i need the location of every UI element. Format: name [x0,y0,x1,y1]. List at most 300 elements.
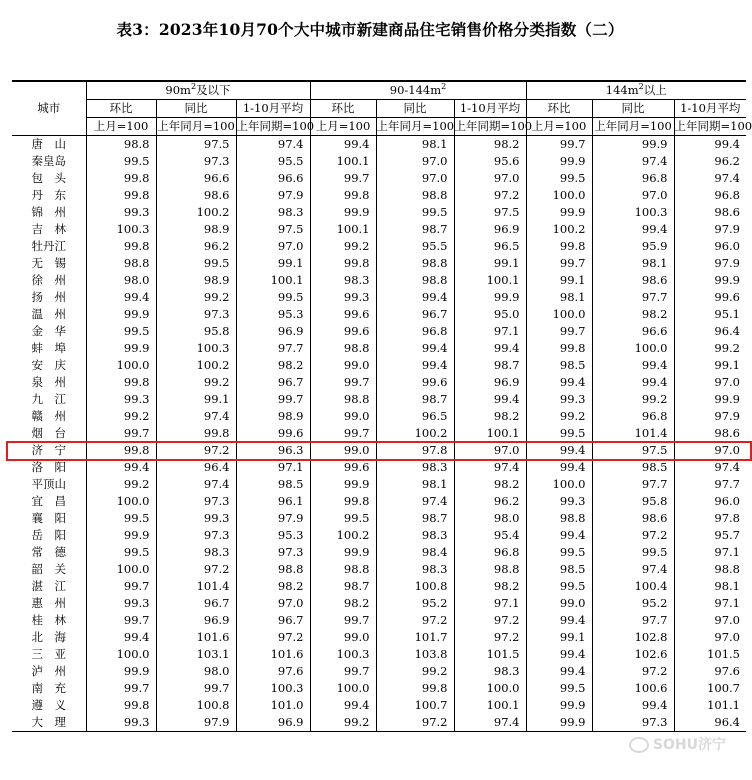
city-name: 常 德 [31,545,66,559]
index-value: 99.7 [310,425,376,442]
city-name: 烟 台 [31,426,66,440]
base-header: 上年同月=100 [156,118,236,136]
index-value: 100.0 [86,646,156,663]
wechat-icon [629,737,649,753]
table-row [12,527,746,544]
index-value: 99.5 [86,510,156,527]
city-name: 吉 林 [31,222,66,236]
index-value: 98.8 [376,255,454,272]
index-value: 99.4 [376,289,454,306]
index-value: 99.8 [86,697,156,714]
index-value: 99.8 [310,187,376,204]
index-value: 99.4 [86,629,156,646]
index-value: 100.3 [310,646,376,663]
sub-header: 1-10月平均 [454,100,526,118]
index-value: 99.5 [86,544,156,561]
index-value: 96.8 [592,170,674,187]
index-value: 97.2 [454,612,526,629]
index-value: 97.4 [592,153,674,170]
index-value: 99.8 [310,255,376,272]
city-name: 安 庆 [31,358,66,372]
index-value: 101.1 [674,697,746,714]
index-value: 100.1 [454,272,526,289]
group-header-large: $144m^2$以上 [526,81,746,100]
index-value: 99.7 [86,578,156,595]
index-value: 98.2 [454,136,526,154]
index-value: 99.5 [526,680,592,697]
index-value: 97.3 [156,306,236,323]
index-value: 100.0 [526,476,592,493]
index-value: 99.5 [526,544,592,561]
index-value: 98.6 [156,187,236,204]
index-value: 98.8 [376,272,454,289]
sub-header: 同比 [156,100,236,118]
index-value: 99.0 [310,357,376,374]
index-value: 100.0 [526,187,592,204]
index-value: 99.9 [592,136,674,154]
index-value: 99.2 [156,289,236,306]
index-value: 99.0 [310,442,376,459]
index-value: 97.0 [454,442,526,459]
index-value: 96.1 [236,493,310,510]
index-value: 99.4 [526,612,592,629]
index-value: 97.8 [376,442,454,459]
index-value: 98.7 [376,391,454,408]
index-value: 99.4 [454,340,526,357]
index-value: 95.5 [236,153,310,170]
index-value: 99.4 [454,391,526,408]
index-value: 99.5 [310,510,376,527]
index-value: 97.1 [674,595,746,612]
index-value: 98.8 [310,391,376,408]
index-value: 99.2 [592,391,674,408]
index-value: 99.2 [156,374,236,391]
base-header: 上月=100 [86,118,156,136]
table-row [12,153,746,170]
table-row [12,272,746,289]
index-value: 98.1 [376,136,454,154]
index-value: 95.5 [376,238,454,255]
index-value: 98.8 [86,255,156,272]
base-header: 上年同月=100 [592,118,674,136]
index-value: 95.2 [592,595,674,612]
index-value: 99.0 [310,408,376,425]
index-value: 99.7 [86,425,156,442]
index-value: 99.4 [86,289,156,306]
index-value: 99.0 [526,595,592,612]
index-value: 100.0 [454,680,526,697]
index-value: 98.2 [454,476,526,493]
index-value: 98.3 [376,459,454,476]
index-value: 96.6 [156,170,236,187]
index-value: 99.6 [310,323,376,340]
index-value: 99.7 [526,136,592,154]
index-value: 100.8 [376,578,454,595]
index-value: 99.1 [526,629,592,646]
index-value: 97.8 [674,510,746,527]
index-value: 97.4 [592,561,674,578]
table-row [12,544,746,561]
index-value: 99.1 [526,272,592,289]
index-value: 97.1 [236,459,310,476]
index-value: 99.4 [86,459,156,476]
table-title: 表3：2023年10月70个大中城市新建商品住宅销售价格分类指数（二） [116,20,624,39]
index-value: 96.9 [236,714,310,732]
index-value: 99.6 [310,459,376,476]
index-value: 99.9 [86,340,156,357]
index-value: 99.8 [86,170,156,187]
index-value: 98.0 [156,663,236,680]
index-value: 99.7 [526,323,592,340]
group-header-medium: $90-144m^2$ [310,81,526,100]
index-value: 98.2 [310,595,376,612]
city-name: 惠 州 [31,596,66,610]
index-value: 97.4 [156,408,236,425]
index-value: 99.3 [86,595,156,612]
index-value: 99.8 [86,187,156,204]
table-row [12,238,746,255]
index-value: 99.9 [526,204,592,221]
index-value: 97.5 [156,136,236,154]
table-row [12,493,746,510]
watermark: SOHU济宁 [629,734,726,754]
index-value: 100.0 [592,340,674,357]
index-value: 98.7 [310,578,376,595]
index-value: 97.2 [454,187,526,204]
index-value: 98.7 [376,510,454,527]
index-value: 101.4 [156,578,236,595]
index-value: 100.0 [526,306,592,323]
index-value: 96.9 [454,221,526,238]
table-row [12,221,746,238]
city-name: 赣 州 [31,409,66,423]
city-name: 济 宁 [31,443,66,457]
index-value: 96.2 [674,153,746,170]
index-value: 97.0 [674,629,746,646]
city-name: 徐 州 [31,273,66,287]
index-value: 100.3 [236,680,310,697]
index-value: 97.0 [236,238,310,255]
index-value: 99.3 [86,391,156,408]
index-value: 100.1 [236,272,310,289]
index-value: 97.3 [156,493,236,510]
index-value: 98.8 [376,187,454,204]
index-value: 99.1 [454,255,526,272]
table-row [12,170,746,187]
index-value: 99.1 [674,357,746,374]
index-value: 101.6 [236,646,310,663]
index-value: 99.4 [376,357,454,374]
city-name: 襄 阳 [31,511,66,525]
table-row [12,561,746,578]
index-value: 98.9 [236,408,310,425]
city-name: 宜 昌 [31,494,66,508]
index-value: 97.6 [674,663,746,680]
sub-header: 同比 [592,100,674,118]
index-value: 99.2 [526,408,592,425]
index-value: 99.5 [236,289,310,306]
index-value: 100.2 [310,527,376,544]
index-value: 99.6 [674,289,746,306]
city-name: 锦 州 [31,205,66,219]
index-value: 99.5 [526,578,592,595]
index-value: 97.7 [592,476,674,493]
index-value: 97.4 [454,459,526,476]
index-value: 98.3 [156,544,236,561]
city-name: 泸 州 [31,664,66,678]
table-row [12,595,746,612]
index-value: 97.2 [156,561,236,578]
city-name: 包 头 [31,171,66,185]
index-value: 98.0 [86,272,156,289]
index-value: 98.2 [236,578,310,595]
index-value: 100.7 [674,680,746,697]
index-value: 97.4 [156,476,236,493]
index-value: 99.7 [156,680,236,697]
index-value: 100.3 [156,340,236,357]
index-value: 97.4 [674,170,746,187]
index-value: 99.8 [86,238,156,255]
index-value: 99.2 [674,340,746,357]
index-value: 96.4 [674,323,746,340]
index-value: 97.7 [592,612,674,629]
city-name: 北 海 [31,630,66,644]
index-value: 98.8 [236,561,310,578]
index-value: 99.5 [86,323,156,340]
table-row [12,459,746,476]
index-value: 96.3 [236,442,310,459]
base-header: 上年同期=100 [674,118,746,136]
index-value: 97.3 [156,527,236,544]
index-value: 98.1 [376,476,454,493]
index-value: 99.3 [310,289,376,306]
index-value: 100.3 [592,204,674,221]
city-name: 牡丹江 [31,239,66,253]
index-value: 99.9 [86,527,156,544]
index-value: 95.9 [592,238,674,255]
city-name: 金 华 [31,324,66,338]
sub-header: 同比 [376,100,454,118]
index-value: 97.4 [454,714,526,732]
base-header: 上年同期=100 [454,118,526,136]
index-value: 97.0 [674,374,746,391]
sub-header: 1-10月平均 [236,100,310,118]
table-row [12,357,746,374]
table-row [12,680,746,697]
index-value: 100.7 [376,697,454,714]
index-value: 99.2 [310,714,376,732]
table-row [12,391,746,408]
index-value: 96.9 [236,323,310,340]
index-value: 99.1 [156,391,236,408]
index-value: 98.2 [592,306,674,323]
index-value: 96.8 [592,408,674,425]
index-value: 98.8 [526,510,592,527]
index-value: 97.5 [592,442,674,459]
index-value: 96.8 [454,544,526,561]
city-name: 无 锡 [31,256,66,270]
index-value: 97.2 [592,663,674,680]
index-value: 98.6 [592,510,674,527]
index-value: 99.8 [376,680,454,697]
index-value: 100.4 [592,578,674,595]
index-value: 99.4 [592,221,674,238]
index-value: 101.6 [156,629,236,646]
index-value: 99.5 [156,255,236,272]
index-value: 99.9 [310,476,376,493]
index-value: 99.4 [526,663,592,680]
index-value: 99.9 [526,714,592,732]
table-row [12,612,746,629]
index-value: 97.4 [674,459,746,476]
index-value: 97.7 [236,340,310,357]
index-value: 99.3 [86,204,156,221]
index-value: 99.5 [526,425,592,442]
index-value: 95.4 [454,527,526,544]
table-row [12,510,746,527]
index-value: 98.5 [526,561,592,578]
index-value: 100.1 [454,697,526,714]
index-value: 99.6 [310,306,376,323]
index-value: 99.5 [592,544,674,561]
index-value: 95.3 [236,527,310,544]
index-value: 99.7 [310,612,376,629]
index-value: 97.3 [156,153,236,170]
table-row [12,323,746,340]
index-value: 96.8 [674,187,746,204]
index-value: 97.0 [592,187,674,204]
index-value: 99.3 [526,391,592,408]
index-value: 99.8 [526,340,592,357]
city-name: 湛 江 [31,579,66,593]
index-value: 98.3 [376,561,454,578]
index-value: 98.8 [674,561,746,578]
index-value: 98.1 [592,255,674,272]
index-value: 97.2 [454,629,526,646]
index-value: 97.9 [674,221,746,238]
index-value: 98.3 [310,272,376,289]
table-row [12,374,746,391]
index-value: 101.4 [592,425,674,442]
index-value: 96.5 [376,408,454,425]
index-value: 99.4 [526,527,592,544]
table-row [12,187,746,204]
table-row [12,646,746,663]
index-value: 95.6 [454,153,526,170]
index-value: 98.7 [376,221,454,238]
index-value: 96.7 [236,374,310,391]
index-value: 99.8 [526,238,592,255]
index-value: 98.6 [674,204,746,221]
index-value: 99.9 [310,204,376,221]
table-row [12,306,746,323]
index-value: 96.7 [376,306,454,323]
index-value: 97.2 [592,527,674,544]
city-name: 蚌 埠 [31,341,66,355]
index-value: 95.2 [376,595,454,612]
index-value: 96.7 [236,612,310,629]
index-value: 98.8 [310,340,376,357]
index-value: 99.2 [86,408,156,425]
index-value: 100.2 [376,425,454,442]
index-value: 96.4 [156,459,236,476]
index-value: 100.0 [86,493,156,510]
index-value: 103.1 [156,646,236,663]
index-value: 99.9 [86,663,156,680]
index-value: 99.9 [454,289,526,306]
index-value: 96.8 [376,323,454,340]
index-value: 98.5 [526,357,592,374]
index-value: 98.2 [454,408,526,425]
city-name: 遵 义 [31,698,66,712]
index-value: 99.4 [526,459,592,476]
index-value: 98.1 [674,578,746,595]
index-value: 99.4 [310,697,376,714]
index-value: 99.7 [526,255,592,272]
index-value: 97.0 [376,153,454,170]
index-value: 99.9 [674,272,746,289]
index-value: 100.1 [310,153,376,170]
index-value: 96.2 [156,238,236,255]
index-value: 99.9 [674,391,746,408]
index-value: 100.0 [86,561,156,578]
sub-header: 环比 [526,100,592,118]
index-value: 101.0 [236,697,310,714]
index-value: 97.3 [236,544,310,561]
index-value: 103.8 [376,646,454,663]
index-value: 97.7 [674,476,746,493]
table-row [12,629,746,646]
index-value: 98.5 [236,476,310,493]
index-value: 95.7 [674,527,746,544]
table-row [12,714,746,732]
index-value: 97.1 [674,544,746,561]
city-name: 洛 阳 [31,460,66,474]
index-value: 96.7 [156,595,236,612]
index-value: 96.9 [156,612,236,629]
index-value: 100.0 [310,680,376,697]
sub-header: 环比 [86,100,156,118]
table-row [12,476,746,493]
index-value: 96.9 [454,374,526,391]
index-value: 97.4 [376,493,454,510]
index-value: 97.0 [674,442,746,459]
index-value: 99.6 [376,374,454,391]
index-value: 97.3 [592,714,674,732]
city-name: 九 江 [31,392,66,406]
index-value: 100.3 [86,221,156,238]
index-value: 99.7 [310,663,376,680]
index-value: 100.0 [86,357,156,374]
index-value: 99.7 [310,374,376,391]
index-value: 95.3 [236,306,310,323]
table-row [12,408,746,425]
index-value: 97.9 [674,255,746,272]
index-value: 99.4 [526,374,592,391]
table-row [12,578,746,595]
index-value: 98.8 [310,561,376,578]
index-value: 96.6 [236,170,310,187]
index-value: 96.6 [592,323,674,340]
price-index-table [12,80,752,732]
index-value: 99.9 [310,544,376,561]
index-value: 98.0 [454,510,526,527]
table-row [12,204,746,221]
index-value: 100.6 [592,680,674,697]
index-value: 99.9 [86,306,156,323]
city-name: 秦皇岛 [31,154,66,168]
index-value: 99.5 [376,204,454,221]
